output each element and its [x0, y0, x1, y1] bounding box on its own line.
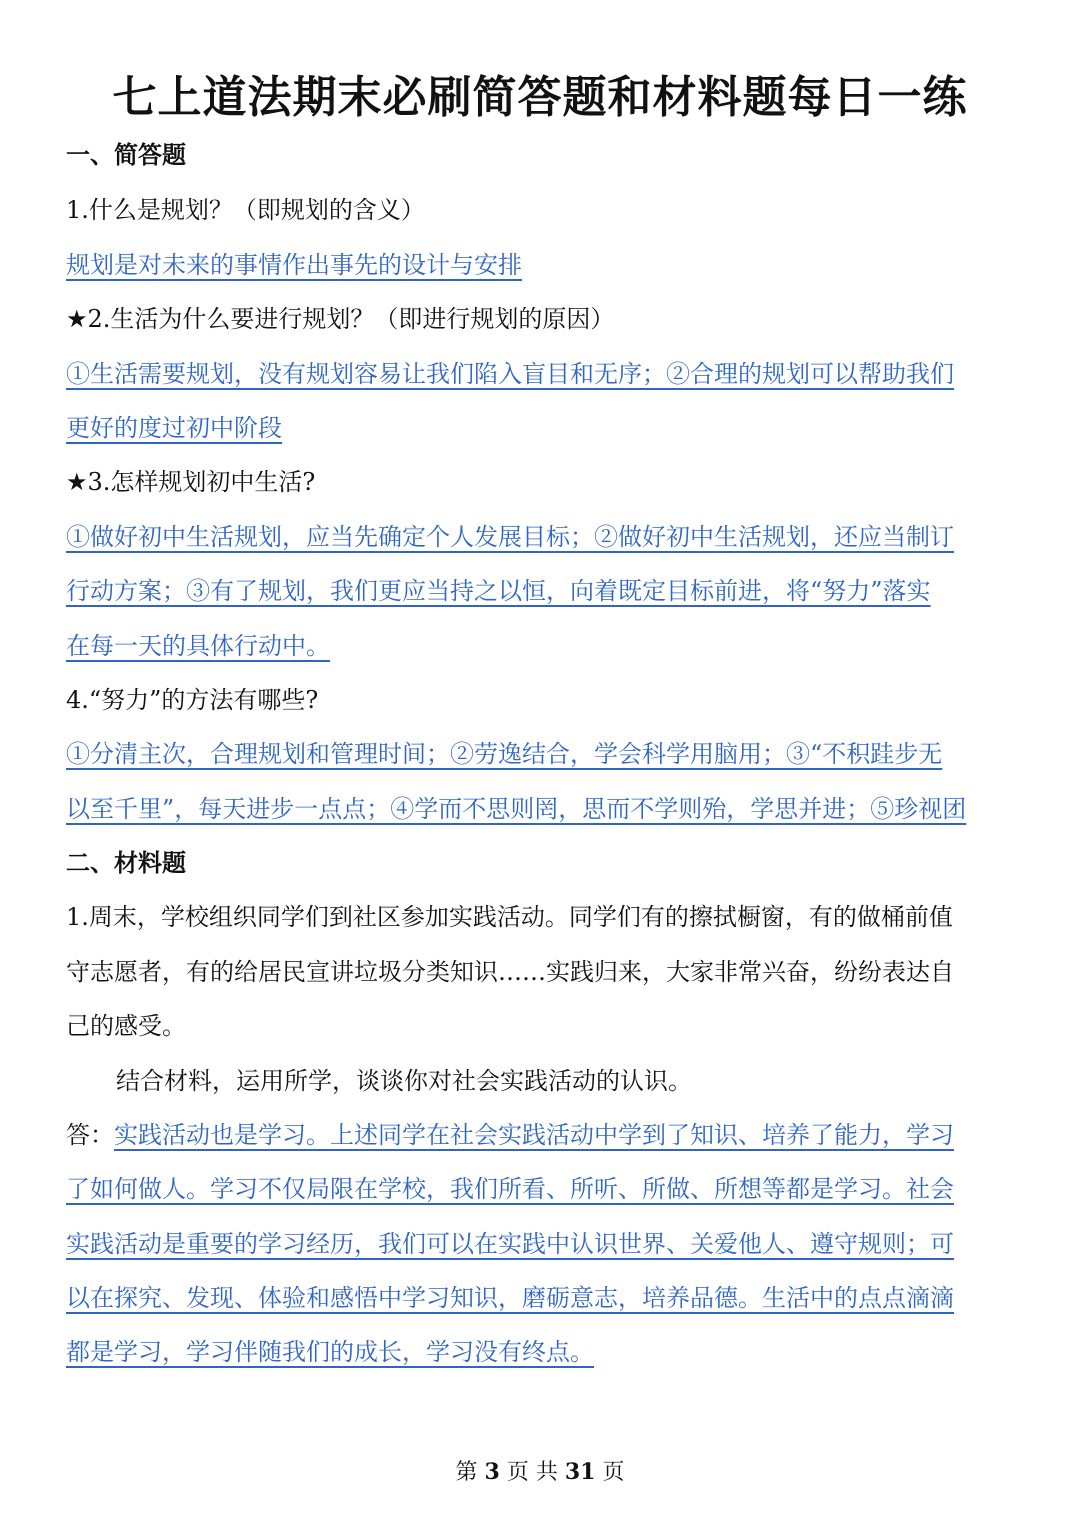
answer-4-line: [66, 782, 1016, 836]
material-answer-line: [66, 1108, 1016, 1162]
material-line-2: 守志愿者，有的给居民宣讲垃圾分类知识……实践归来，大家非常兴奋，纷纷表达自: [66, 958, 954, 986]
page-title: 七上道法期末必刷简答题和材料题每日一练: [112, 72, 968, 123]
material-line-3: 己的感受。: [66, 1012, 186, 1040]
question-1: 1.什么是规划？（即规划的含义）: [66, 196, 425, 224]
answer-3-line: [66, 510, 1016, 564]
answer-2-line: [66, 347, 1016, 401]
question-3-text: 3.怎样规划初中生活?: [87, 468, 316, 496]
question-2: [66, 292, 1016, 346]
material-answer-line-2: 了如何做人。学习不仅局限在学校，我们所看、所听、所做、所想等都是学习。社会: [66, 1175, 954, 1203]
answer-4-line: [66, 727, 1016, 781]
answer-1-text: 规划是对未来的事情作出事先的设计与安排: [66, 251, 522, 279]
footer-total-pages: 31: [564, 1459, 596, 1485]
material-answer-line: [66, 1217, 1016, 1271]
answer-3-line-1: ①做好初中生活规划，应当先确定个人发展目标；②做好初中生活规划，还应当制订: [66, 523, 954, 551]
star-icon: ★: [66, 468, 88, 496]
answer-2-line-1: ①生活需要规划，没有规划容易让我们陷入盲目和无序；②合理的规划可以帮助我们: [66, 360, 954, 388]
footer-current-page: 3: [484, 1459, 500, 1485]
answer-3-line-3: 在每一天的具体行动中。: [66, 632, 330, 660]
footer-middle: 页 共: [506, 1460, 558, 1485]
page-footer: [0, 1456, 1080, 1489]
question-4: 4.“努力”的方法有哪些?: [66, 686, 319, 714]
answer-2-line-2: 更好的度过初中阶段: [66, 414, 282, 442]
answer-4-line-2: 以至千里”，每天进步一点点；④学而不思则罔，思而不学则殆，学思并进；⑤珍视团: [66, 795, 967, 823]
footer-prefix: 第: [455, 1460, 478, 1485]
answer-3-line-2: 行动方案；③有了规划，我们更应当持之以恒，向着既定目标前进，将“努力”落实: [66, 577, 931, 605]
answer-label: 答：: [66, 1121, 114, 1149]
material-answer-line-1: 实践活动也是学习。上述同学在社会实践活动中学到了知识、培养了能力，学习: [114, 1121, 954, 1149]
answer-2-line: [66, 401, 1016, 455]
answer-4-line-1: ①分清主次，合理规划和管理时间；②劳逸结合，学会科学用脑用；③“不积跬步无: [66, 740, 943, 768]
material-answer-line-4: 以在探究、发现、体验和感悟中学习知识，磨砺意志，培养品德。生活中的点点滴滴: [66, 1284, 954, 1312]
star-icon: ★: [66, 305, 88, 333]
material-answer-line: [66, 1325, 1016, 1379]
material-answer-line-5: 都是学习，学习伴随我们的成长，学习没有终点。: [66, 1338, 594, 1366]
material-answer-line: [66, 1271, 1016, 1325]
answer-3-line: [66, 564, 1016, 618]
answer-1: [66, 238, 1016, 292]
material-prompt: 结合材料，运用所学，谈谈你对社会实践活动的认识。: [116, 1067, 692, 1095]
answer-3-line: [66, 619, 1016, 673]
footer-suffix: 页: [602, 1460, 625, 1485]
material-answer-line-3: 实践活动是重要的学习经历，我们可以在实践中认识世界、关爱他人、遵守规则；可: [66, 1230, 954, 1258]
material-line-1: 1.周末，学校组织同学们到社区参加实践活动。同学们有的擦拭橱窗，有的做桶前值: [66, 903, 953, 931]
section-heading-short-answer: 一、简答题: [66, 140, 186, 169]
section-heading-material: 二、材料题: [66, 848, 186, 877]
question-3: [66, 455, 1016, 509]
question-2-text: 2.生活为什么要进行规划？（即进行规划的原因）: [87, 305, 615, 333]
material-answer-line: [66, 1162, 1016, 1216]
